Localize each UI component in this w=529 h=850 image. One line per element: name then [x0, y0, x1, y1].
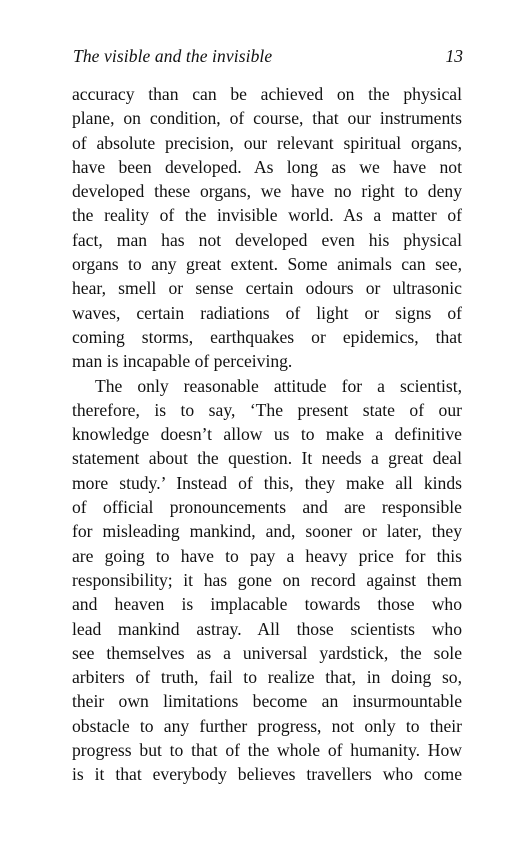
running-title: The visible and the invisible: [73, 46, 273, 66]
text-line: their own limitations become an insurmountable: [72, 691, 462, 712]
text-line: man is incapable of perceiving.: [72, 351, 293, 372]
text-line: statement about the question. It needs a great deal: [72, 448, 462, 469]
body-text: [72, 82, 462, 787]
text-line: of official pronouncements and are responsible: [72, 497, 462, 518]
text-line: hear, smell or sense certain odours or ultrasonic: [72, 278, 462, 299]
paragraph-2: [72, 374, 462, 787]
page-number: 13: [445, 46, 463, 66]
text-line: obstacle to any further progress, not only to their: [72, 715, 462, 736]
text-line: arbiters of truth, fail to realize that, in doing so,: [72, 667, 462, 688]
text-line: therefore, is to say, ‘The present state of our: [72, 399, 462, 420]
text-line: is it that everybody believes travellers who come: [72, 764, 462, 785]
text-line: knowledge doesn’t allow us to make a definitive: [72, 424, 462, 445]
text-line: coming storms, earthquakes or epidemics, that: [72, 326, 462, 347]
text-line: of absolute precision, our relevant spiritual organs,: [72, 132, 462, 153]
text-line: organs to any great extent. Some animals can see,: [72, 254, 462, 275]
text-line: and heaven is implacable towards those who: [72, 594, 462, 615]
text-line: progress but to that of the whole of humanity. How: [72, 740, 462, 761]
text-line: for misleading mankind, and, sooner or later, they: [72, 521, 462, 542]
text-line: are going to have to pay a heavy price for this: [72, 545, 462, 566]
text-line: see themselves as a universal yardstick, the sole: [72, 642, 462, 663]
running-head: [73, 46, 463, 70]
text-line: the reality of the invisible world. As a matter of: [72, 205, 462, 226]
paragraph-1: [72, 82, 462, 374]
text-line: developed these organs, we have no right to deny: [72, 181, 462, 202]
text-line: have been developed. As long as we have not: [72, 156, 462, 177]
text-line: more study.’ Instead of this, they make all kinds: [72, 472, 462, 493]
text-line: lead mankind astray. All those scientists who: [72, 618, 462, 639]
text-line: fact, man has not developed even his physical: [72, 229, 462, 250]
text-line: The only reasonable attitude for a scientist,: [95, 375, 462, 396]
text-line: accuracy than can be achieved on the physical: [72, 84, 462, 104]
text-line: plane, on condition, of course, that our instruments: [72, 108, 462, 129]
text-line: responsibility; it has gone on record against them: [72, 569, 462, 590]
text-line: waves, certain radiations of light or signs of: [72, 302, 462, 323]
